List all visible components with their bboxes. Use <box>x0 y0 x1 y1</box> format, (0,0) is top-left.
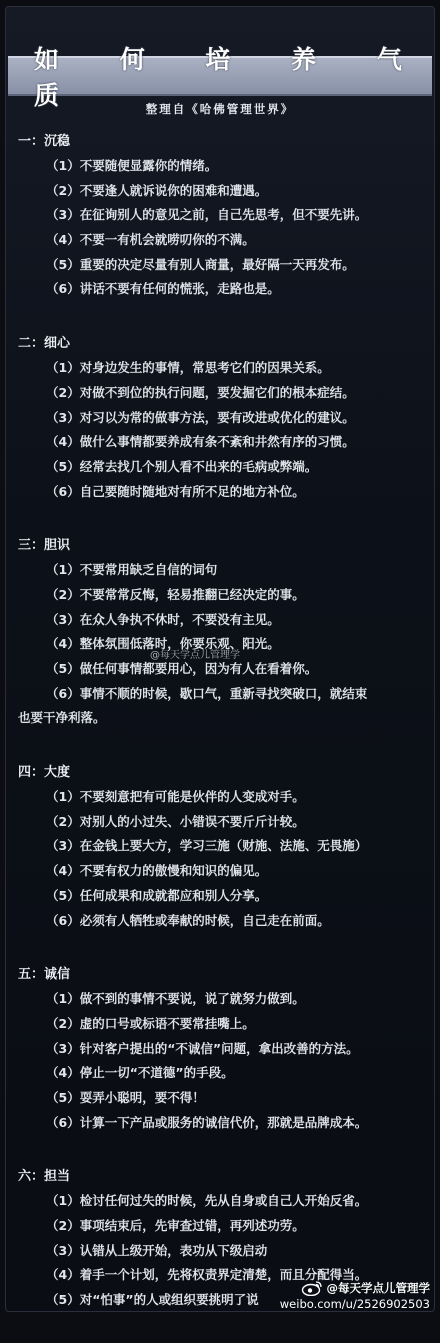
list-item: （1）不要常用缺乏自信的词句 <box>0 558 440 583</box>
title-bar <box>8 56 432 96</box>
page-title: 如 何 培 养 气 质 <box>34 40 432 112</box>
list-item: （2）对别人的小过失、小错误不要斤斤计较。 <box>0 810 440 835</box>
section-heading: 四：大度 <box>0 761 440 785</box>
list-item: （4）不要有权力的傲慢和知识的偏见。 <box>0 859 440 884</box>
section-2 <box>0 332 440 504</box>
list-item: （4）着手一个计划，先将权责界定清楚，而且分配得当。 <box>0 1263 440 1288</box>
list-item: （6）讲话不要有任何的慌张，走路也是。 <box>0 277 440 302</box>
section-3 <box>0 534 440 731</box>
list-item: （6）事情不顺的时候，歇口气，重新寻找突破口，就结束 <box>0 682 440 707</box>
section-heading: 二：细心 <box>0 332 440 356</box>
section-4 <box>0 761 440 933</box>
watermark-account-row <box>280 1280 430 1296</box>
watermark-account: @每天学点儿管理学 <box>327 1280 431 1296</box>
list-item: （3）对习以为常的做事方法，要有改进或优化的建议。 <box>0 406 440 431</box>
list-item: （4）停止一切“不道德”的手段。 <box>0 1061 440 1086</box>
list-item: （3）认错从上级开始，表功从下级启动 <box>0 1239 440 1264</box>
list-item: （5）做任何事情都要用心，因为有人在看着你。 <box>0 657 440 682</box>
section-heading: 六：担当 <box>0 1165 440 1189</box>
list-item: （4）做什么事情都要养成有条不紊和井然有序的习惯。 <box>0 430 440 455</box>
list-item: （1）不要刻意把有可能是伙伴的人变成对手。 <box>0 785 440 810</box>
list-item: （5）重要的决定尽量有别人商量，最好隔一天再发布。 <box>0 253 440 278</box>
list-item: （2）虚的口号或标语不要常挂嘴上。 <box>0 1012 440 1037</box>
weibo-icon <box>301 1280 323 1296</box>
list-item: （1）不要随便显露你的情绪。 <box>0 154 440 179</box>
list-item: （3）针对客户提出的“不诚信”问题，拿出改善的方法。 <box>0 1037 440 1062</box>
list-item: （1）检讨任何过失的时候，先从自身或自己人开始反省。 <box>0 1189 440 1214</box>
list-item: （1）做不到的事情不要说，说了就努力做到。 <box>0 987 440 1012</box>
watermark-url: weibo.com/u/2526902503 <box>280 1296 430 1312</box>
list-item: （1）对身边发生的事情，常思考它们的因果关系。 <box>0 356 440 381</box>
list-item: （6）计算一下产品或服务的诚信代价，那就是品牌成本。 <box>0 1111 440 1136</box>
section-heading: 三：胆识 <box>0 534 440 558</box>
subtitle: 整理自《哈佛管理世界》 <box>0 101 440 117</box>
section-heading: 五：诚信 <box>0 963 440 987</box>
section-heading: 一：沉稳 <box>0 130 440 154</box>
list-item: （3）在金钱上要大方，学习三施（财施、法施、无畏施） <box>0 834 440 859</box>
watermark-mid: @每天学点儿管理学 <box>150 646 240 661</box>
list-item: （6）必须有人牺牲或奉献的时候，自己走在前面。 <box>0 909 440 934</box>
list-item: （5）经常去找几个别人看不出来的毛病或弊端。 <box>0 455 440 480</box>
section-1 <box>0 130 440 302</box>
list-item: （2）不要逢人就诉说你的困难和遭遇。 <box>0 179 440 204</box>
list-item: （5）任何成果和成就都应和别人分享。 <box>0 884 440 909</box>
list-item: （4）不要一有机会就唠叨你的不满。 <box>0 228 440 253</box>
list-item: （5）耍弄小聪明，要不得！ <box>0 1086 440 1111</box>
list-item: （4）整体氛围低落时，你要乐观、阳光。 <box>0 632 440 657</box>
watermark <box>280 1280 430 1312</box>
content <box>0 130 440 1343</box>
list-item: （3）在众人争执不休时，不要没有主见。 <box>0 608 440 633</box>
list-item: （6）自己要随时随地对有所不足的地方补位。 <box>0 480 440 505</box>
list-item: （2）不要常常反悔，轻易推翻已经决定的事。 <box>0 583 440 608</box>
list-item: （3）在征询别人的意见之前，自己先思考，但不要先讲。 <box>0 203 440 228</box>
list-item: （2）事项结束后，先审查过错，再列述功劳。 <box>0 1214 440 1239</box>
section-5 <box>0 963 440 1135</box>
list-item-continuation: 也要干净利落。 <box>0 706 440 731</box>
list-item: （2）对做不到位的执行问题，要发掘它们的根本症结。 <box>0 381 440 406</box>
list-item: （5）对“怕事”的人或组织要挑明了说 <box>0 1288 440 1313</box>
